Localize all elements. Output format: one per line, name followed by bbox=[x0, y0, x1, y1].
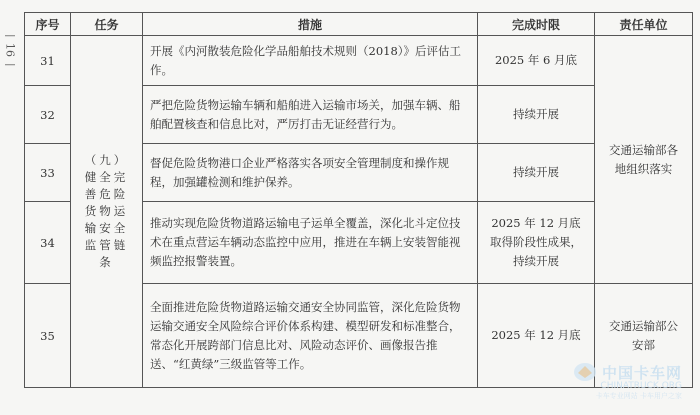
measure-cell: 全面推进危险货物道路运输交通安全协同监管，深化危险货物运输交通安全风险综合评价体系构建、模型研发和标准整合，常态化开展跨部门信息比对、风险动态评价、画像报告推送、“红黄绿”三级监管等工作。 bbox=[143, 284, 478, 388]
header-responsible: 责任单位 bbox=[595, 13, 693, 36]
watermark-en: CHINATRUCK.ORG bbox=[600, 381, 682, 391]
deadline-cell: 2025 年 12 月底 bbox=[478, 284, 595, 388]
page-number-value: 16 bbox=[3, 43, 17, 57]
table-row bbox=[25, 36, 693, 86]
table-header-row bbox=[25, 13, 693, 36]
deadline-cell: 持续开展 bbox=[478, 144, 595, 202]
deadline-cell: 2025 年 12 月底取得阶段性成果，持续开展 bbox=[478, 202, 595, 284]
header-measure: 措施 bbox=[143, 13, 478, 36]
row-number: 33 bbox=[25, 144, 71, 202]
responsible-cell: 交通运输部各地组织落实 bbox=[595, 36, 693, 284]
measure-cell: 开展《内河散装危险化学品船舶技术规则（2018）》后评估工作。 bbox=[143, 36, 478, 86]
watermark bbox=[573, 361, 682, 401]
measure-cell: 严把危险货物运输车辆和船舶进入运输市场关，加强车辆、船舶配置核查和信息比对，严厉打击无证经营行为。 bbox=[143, 86, 478, 144]
watermark-cn: 中国卡车网 bbox=[601, 363, 682, 382]
header-deadline: 完成时限 bbox=[478, 13, 595, 36]
watermark-sub: 卡车专业网站 卡车用户之家 bbox=[595, 392, 682, 400]
watermark-logo-icon bbox=[573, 361, 597, 383]
header-task: 任务 bbox=[71, 13, 143, 36]
deadline-cell: 持续开展 bbox=[478, 86, 595, 144]
row-number: 31 bbox=[25, 36, 71, 86]
row-number: 35 bbox=[25, 284, 71, 388]
responsible-cell: 交通运输部公安部 bbox=[595, 284, 693, 388]
measures-table bbox=[24, 12, 693, 388]
measure-cell: 督促危险货物港口企业严格落实各项安全管理制度和操作规程，加强罐检测和维护保养。 bbox=[143, 144, 478, 202]
task-cell: （九）健全完善危险货物运输安全监管链条 bbox=[71, 36, 143, 388]
page-number: — 16 — bbox=[3, 29, 17, 71]
header-no: 序号 bbox=[25, 13, 71, 36]
measure-cell: 推动实现危险货物道路运输电子运单全覆盖，深化北斗定位技术在重点营运车辆动态监控中应用，推进在车辆上安装智能视频监控报警装置。 bbox=[143, 202, 478, 284]
row-number: 34 bbox=[25, 202, 71, 284]
row-number: 32 bbox=[25, 86, 71, 144]
deadline-cell: 2025 年 6 月底 bbox=[478, 36, 595, 86]
